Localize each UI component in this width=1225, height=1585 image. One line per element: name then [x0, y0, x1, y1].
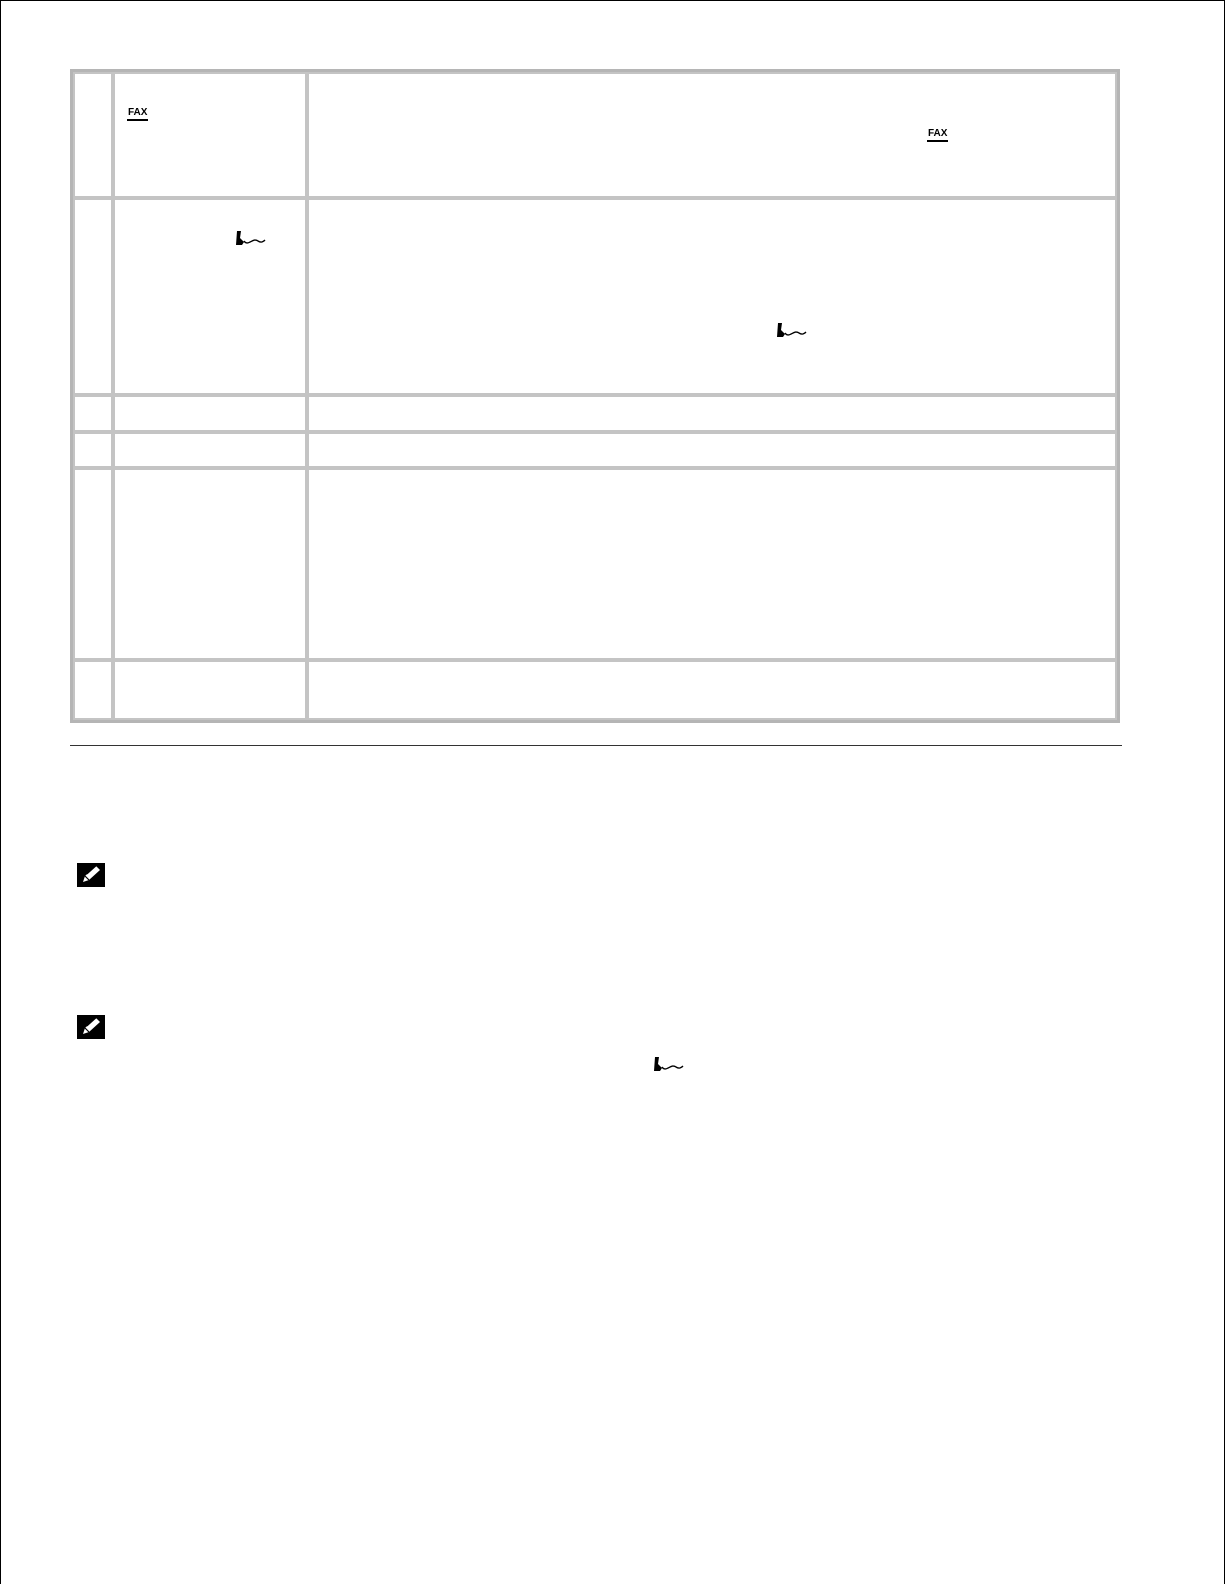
- table-row: [73, 72, 1117, 198]
- row-name: [113, 432, 307, 468]
- row-description: [307, 198, 1117, 395]
- handset-icon: [649, 1054, 685, 1076]
- row-number: [73, 72, 113, 198]
- fax-icon: FAX: [127, 108, 148, 121]
- row-description: [307, 468, 1117, 660]
- table-row: [73, 468, 1117, 660]
- section-divider: [70, 745, 1122, 746]
- handset-icon: [772, 320, 808, 342]
- row-name: [113, 395, 307, 432]
- row-number: [73, 660, 113, 720]
- control-panel-table: [70, 69, 1120, 723]
- row-name: [113, 198, 307, 395]
- fax-icon: FAX: [927, 129, 948, 142]
- table-row: [73, 432, 1117, 468]
- table-row: [73, 395, 1117, 432]
- row-description: [307, 72, 1117, 198]
- row-name: [113, 660, 307, 720]
- row-description: [307, 395, 1117, 432]
- table-row: [73, 198, 1117, 395]
- row-number: [73, 468, 113, 660]
- row-name: [113, 468, 307, 660]
- note-pencil-icon: [76, 862, 106, 888]
- table-row: [73, 660, 1117, 720]
- row-number: [73, 395, 113, 432]
- row-number: [73, 432, 113, 468]
- row-number: [73, 198, 113, 395]
- note-pencil-icon: [76, 1014, 106, 1040]
- handset-icon: [231, 228, 267, 250]
- row-description: [307, 660, 1117, 720]
- row-name: [113, 72, 307, 198]
- row-description: [307, 432, 1117, 468]
